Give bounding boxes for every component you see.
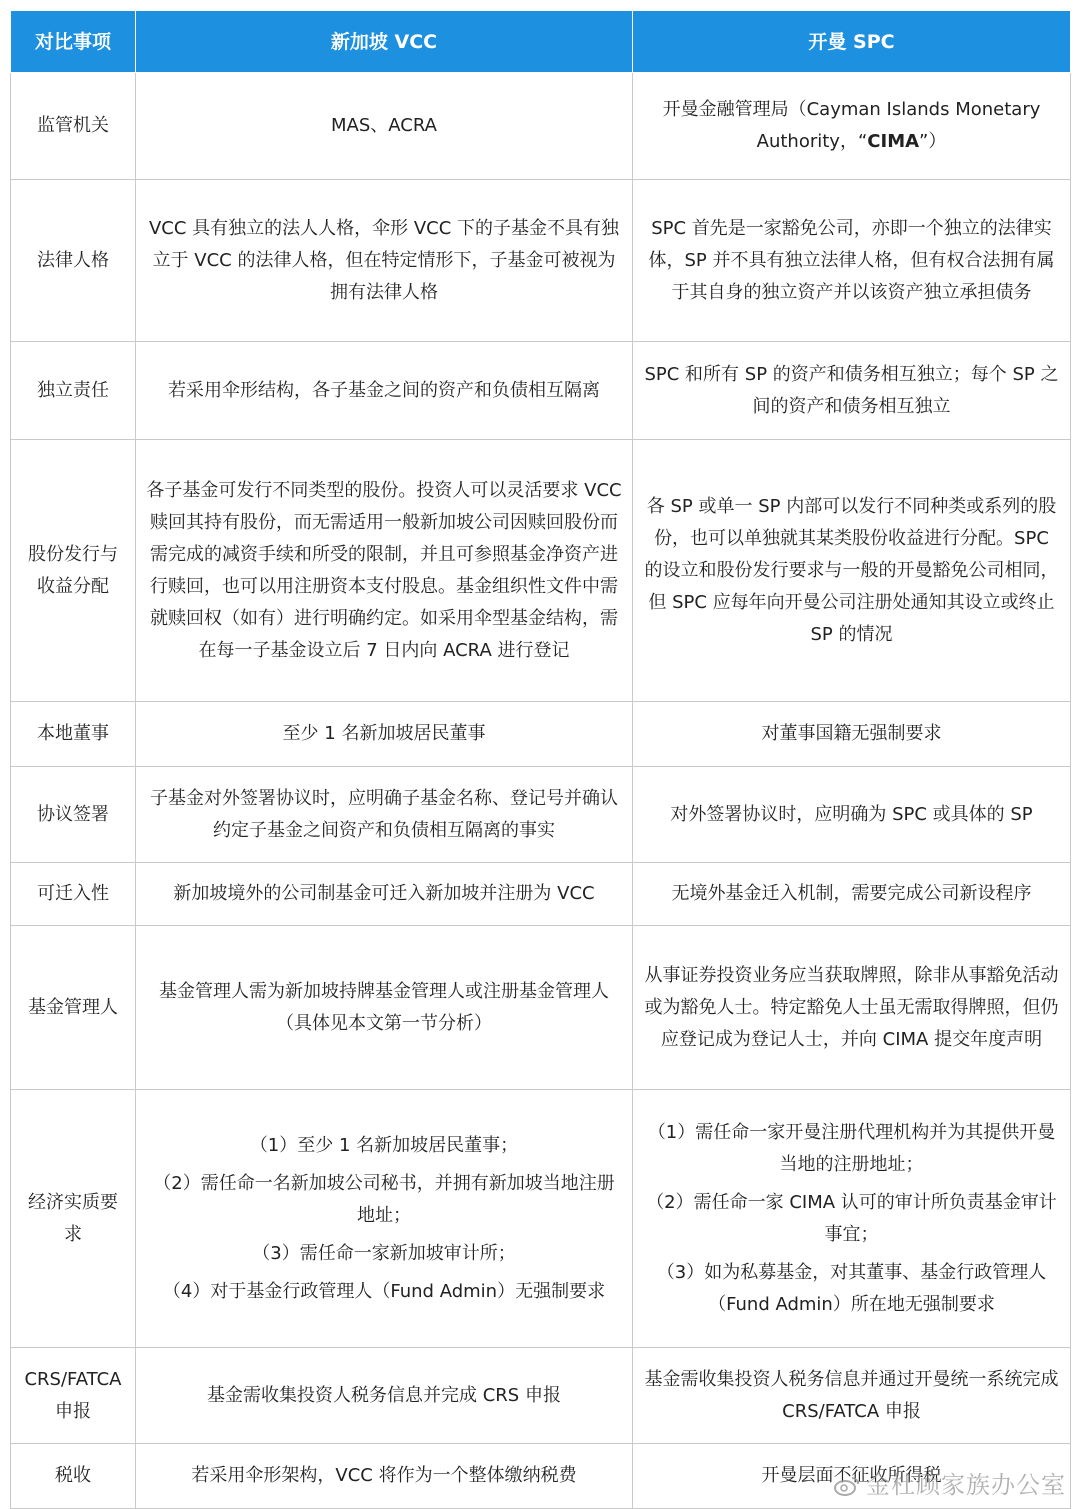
table-row bbox=[11, 1090, 1071, 1348]
row-item: 可迁入性 bbox=[11, 863, 136, 926]
row-spc: SPC 首先是一家豁免公司，亦即一个独立的法律实体，SP 并不具有独立法律人格，但有权合法拥有属于其自身的独立资产并以该资产独立承担债务 bbox=[633, 180, 1071, 342]
table-row bbox=[11, 1348, 1071, 1444]
row-spc: 无境外基金迁入机制，需要完成公司新设程序 bbox=[633, 863, 1071, 926]
row-vcc: 基金需收集投资人税务信息并完成 CRS 申报 bbox=[136, 1348, 633, 1444]
row-item: 独立责任 bbox=[11, 342, 136, 440]
row-spc: 各 SP 或单一 SP 内部可以发行不同种类或系列的股份，也可以单独就其某类股份收益进行分配。SPC 的设立和股份发行要求与一般的开曼豁免公司相同，但 SPC 应每年向开曼公司注册处通知其设立或终止 SP 的情况 bbox=[633, 440, 1071, 702]
row-spc: 对外签署协议时，应明确为 SPC 或具体的 SP bbox=[633, 767, 1071, 863]
spc-list-item: （1）需任命一家开曼注册代理机构并为其提供开曼当地的注册地址； bbox=[647, 1121, 1056, 1175]
row-item: 经济实质要求 bbox=[11, 1090, 136, 1348]
row-vcc bbox=[136, 1090, 633, 1348]
header-spc: 开曼 SPC bbox=[633, 11, 1071, 73]
row-vcc: MAS、ACRA bbox=[136, 73, 633, 180]
vcc-list-item: （4）对于基金行政管理人（Fund Admin）无强制要求 bbox=[162, 1280, 606, 1302]
row-item: 股份发行与收益分配 bbox=[11, 440, 136, 702]
spc-text-pre: 开曼金融管理局（Cayman Islands Monetary Authority，“ bbox=[662, 99, 1041, 152]
table-row bbox=[11, 926, 1071, 1090]
row-spc: 基金需收集投资人税务信息并通过开曼统一系统完成 CRS/FATCA 申报 bbox=[633, 1348, 1071, 1444]
table-row bbox=[11, 342, 1071, 440]
header-item: 对比事项 bbox=[11, 11, 136, 73]
row-spc bbox=[633, 73, 1071, 180]
vcc-list-item: （1）至少 1 名新加坡居民董事； bbox=[249, 1134, 519, 1156]
row-spc: 对董事国籍无强制要求 bbox=[633, 702, 1071, 767]
row-vcc: 至少 1 名新加坡居民董事 bbox=[136, 702, 633, 767]
row-vcc: VCC 具有独立的法人人格，伞形 VCC 下的子基金不具有独立于 VCC 的法律人格，但在特定情形下，子基金可被视为拥有法律人格 bbox=[136, 180, 633, 342]
row-spc bbox=[633, 1090, 1071, 1348]
comparison-table bbox=[10, 10, 1071, 1509]
row-item: 监管机关 bbox=[11, 73, 136, 180]
row-item: 基金管理人 bbox=[11, 926, 136, 1090]
header-vcc: 新加坡 VCC bbox=[136, 11, 633, 73]
table-row bbox=[11, 767, 1071, 863]
watermark-text: 金杜顾家族办公室 bbox=[866, 1471, 1066, 1499]
row-spc: 开曼层面不征收所得税 bbox=[633, 1444, 1071, 1509]
weibo-icon bbox=[834, 1476, 860, 1496]
row-vcc: 若采用伞形架构，VCC 将作为一个整体缴纳税费 bbox=[136, 1444, 633, 1509]
table-row bbox=[11, 702, 1071, 767]
spc-list-item: （2）需任命一家 CIMA 认可的审计所负责基金审计事宜； bbox=[646, 1191, 1057, 1245]
table-row bbox=[11, 73, 1071, 180]
row-item: CRS/FATCA 申报 bbox=[11, 1348, 136, 1444]
row-vcc: 基金管理人需为新加坡持牌基金管理人或注册基金管理人（具体见本文第一节分析） bbox=[136, 926, 633, 1090]
row-item: 本地董事 bbox=[11, 702, 136, 767]
row-item: 法律人格 bbox=[11, 180, 136, 342]
spc-text-bold: CIMA bbox=[867, 131, 920, 152]
table-row bbox=[11, 863, 1071, 926]
watermark bbox=[834, 1465, 1066, 1500]
table-row bbox=[11, 180, 1071, 342]
row-item: 税收 bbox=[11, 1444, 136, 1509]
spc-list-item: （3）如为私募基金，对其董事、基金行政管理人（Fund Admin）所在地无强制要求 bbox=[656, 1261, 1047, 1315]
row-spc: 从事证券投资业务应当获取牌照，除非从事豁免活动或为豁免人士。特定豁免人士虽无需取得牌照，但仍应登记成为登记人士，并向 CIMA 提交年度声明 bbox=[633, 926, 1071, 1090]
spc-text-post: ”） bbox=[919, 131, 947, 152]
row-vcc: 若采用伞形结构，各子基金之间的资产和负债相互隔离 bbox=[136, 342, 633, 440]
row-item: 协议签署 bbox=[11, 767, 136, 863]
row-spc: SPC 和所有 SP 的资产和债务相互独立；每个 SP 之间的资产和债务相互独立 bbox=[633, 342, 1071, 440]
row-vcc: 新加坡境外的公司制基金可迁入新加坡并注册为 VCC bbox=[136, 863, 633, 926]
row-vcc: 各子基金可发行不同类型的股份。投资人可以灵活要求 VCC 赎回其持有股份，而无需适用一般新加坡公司因赎回股份而需完成的减资手续和所受的限制，并且可参照基金净资产进行赎回，也可以用注册资本支付股息。基金组织性文件中需就赎回权（如有）进行明确约定。如采用伞型基金结构，需在每一子基金设立后 7 日内向 ACRA 进行登记 bbox=[136, 440, 633, 702]
vcc-list-item: （3）需任命一家新加坡审计所； bbox=[252, 1242, 516, 1264]
row-vcc: 子基金对外签署协议时，应明确子基金名称、登记号并确认约定子基金之间资产和负债相互隔离的事实 bbox=[136, 767, 633, 863]
table-header-row bbox=[11, 11, 1071, 73]
table-row bbox=[11, 440, 1071, 702]
vcc-list-item: （2）需任命一名新加坡公司秘书，并拥有新加坡当地注册地址； bbox=[153, 1172, 615, 1226]
